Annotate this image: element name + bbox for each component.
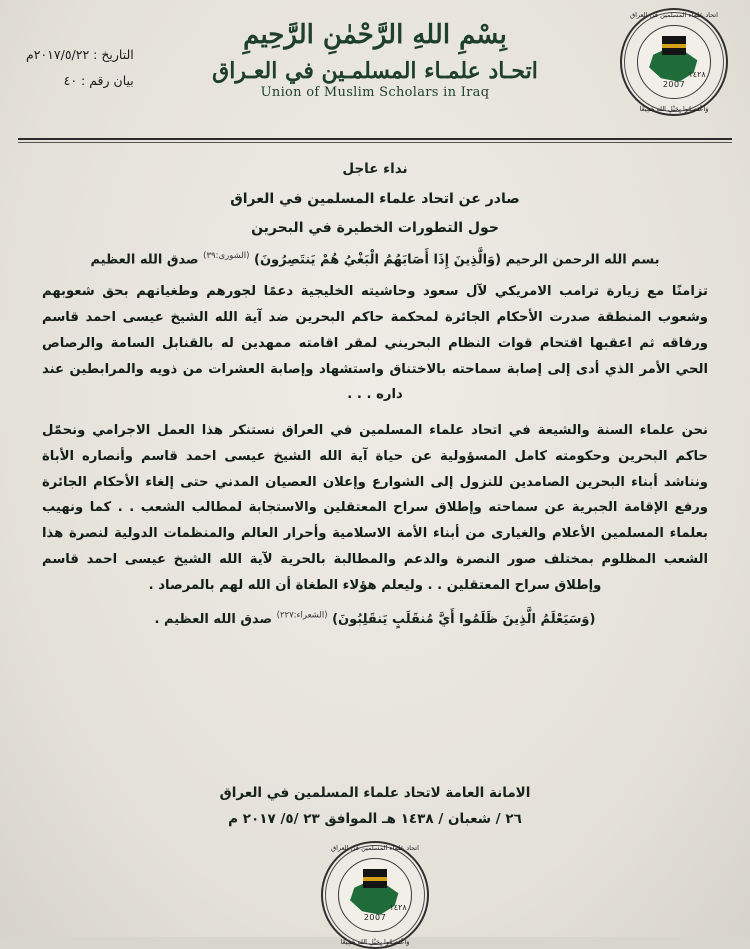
organization-name-arabic: اتحـاد علمـاء المسلمـين في العـراق: [212, 58, 538, 84]
emblem-center: [637, 25, 711, 99]
closing-verse-text: (وَسَيَعْلَمُ الَّذِينَ ظَلَمُوا أَيَّ مُنقَلَبٍ يَنقَلِبُونَ): [332, 612, 596, 628]
union-emblem-logo-footer: [321, 841, 429, 949]
signature-date: ٢٦ / شعبان / ١٤٣٨ هـ الموافق ٢٣ /٥/ ٢٠١٧ م: [228, 811, 522, 827]
emblem-year-footer: 2007: [363, 913, 387, 923]
emblem-year: 2007: [662, 80, 686, 90]
document-footer: [0, 785, 750, 946]
closing-verse-tail: صدق الله العظيم .: [154, 612, 273, 628]
closing-verse: [42, 608, 708, 631]
signature-organization: الامانة العامة لاتحاد علماء المسلمين في العراق: [219, 785, 531, 801]
document-body: [0, 143, 750, 632]
header-meta: [26, 42, 134, 95]
document-date: التاريخ : ٢٠١٧/٥/٢٢م: [26, 47, 134, 62]
opening-verse-reference: (الشورى:٣٩): [203, 251, 250, 261]
kaaba-icon: [662, 36, 686, 55]
header-divider: [18, 138, 732, 140]
emblem-ring-bottom-text-footer: وَاعْتَصِمُوا بِحَبْلِ اللهِ جَمِيعًا: [340, 938, 410, 946]
opening-verse: [42, 249, 708, 271]
opening-verse-tail: صدق الله العظيم: [90, 252, 199, 268]
opening-verse-text: بسم الله الرحمن الرحيم (وَالَّذِينَ إِذَا أَصَابَهُمُ الْبَغْيُ هُمْ يَنتَصِرُونَ): [254, 252, 660, 268]
emblem-ring-top-text-footer: اتحاد علماء المسلمين في العراق: [331, 844, 419, 852]
urgent-label: نداء عاجل: [342, 161, 408, 177]
statement-number: بيان رقم : ٤٠: [63, 73, 134, 89]
subject-line: حول التطورات الخطيرة في البحرين: [251, 220, 499, 236]
paragraph-2: نحن علماء السنة والشيعة في اتحاد علماء المسلمين في العراق نستنكر هذا العمل الاجرامي ونحمّل حاكم البحرين وحكومته كامل المسؤولية عن حياة آية الله الشيخ عيسى احمد قاسم وأنصاره الأباة ونناشد أبناء البحرين الصامدين للنزول إلى الشوارع وإعلان العصيان المدني حتى إلغاء الأحكام الجائرة ورفع الإقامة الجبرية عن سماحته وإطلاق سراح المعتقلين والاستجابة لمطالب الشعب . . كما ونهيب بعلماء المسلمين الأعلام والغيارى من أبناء الأمة الاسلامية وأحرار العالم والمنظمات الدولية لنصرة هذا الشعب المظلوم بمختلف صور النصرة والدعم والمطالبة بالحرية لآية الله الشيخ عيسى احمد قاسم وإطلاق سراح المعتقلين . . وليعلم هؤلاء الطغاة أن الله لهم بالمرصاد .: [42, 423, 708, 593]
document-header: [0, 0, 750, 130]
kaaba-icon-footer: [363, 869, 387, 888]
emblem-hijri-year-footer: ١٤٢٨: [389, 903, 407, 913]
emblem-hijri-year: ١٤٢٨: [688, 70, 706, 80]
emblem-ring-top-text: اتحاد علماء المسلمين في العراق: [630, 11, 718, 19]
closing-verse-reference: (الشعراء:٢٢٧): [276, 610, 328, 621]
paragraph-1: تزامنًا مع زيارة ترامب الامريكي لآل سعود وحاشيته الخليجية دعمًا لجورهم وطغيانهم بحق شعوبهم وشعوب المنطقة صدرت الأحكام الجائرة لمحكمة حاكم البحرين ضد آية الله الشيخ عيسى احمد قاسم ورفاقه ثم اعقبها اقتحام قوات النظام البحريني لمقر اقامته ممهدين له بالقنابل السامة والرصاص الحي الأمر الذي أدى إلى إصابة سماحته بالاختناق واستشهاد وإصابة العشرات من ذويه والمرابطين عند داره . . .: [42, 284, 708, 403]
basmala-text: بِسْمِ اللهِ الرَّحْمٰنِ الرَّحِيمِ: [243, 20, 507, 50]
organization-name-english: Union of Muslim Scholars in Iraq: [260, 85, 490, 100]
issuer-line: صادر عن اتحاد علماء المسلمين في العراق: [230, 191, 520, 207]
emblem-center-footer: [338, 858, 412, 932]
footer-emblem-wrapper: [312, 841, 438, 946]
emblem-ring-bottom-text: وَاعْتَصِمُوا بِحَبْلِ اللهِ جَمِيعًا: [639, 105, 709, 113]
union-emblem-logo: [620, 8, 728, 116]
